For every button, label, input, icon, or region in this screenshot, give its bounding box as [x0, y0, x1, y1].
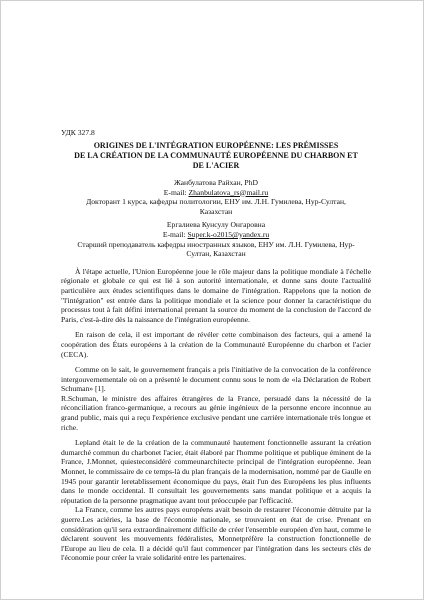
author-1	[61, 178, 371, 216]
author-2-country: Султан, Казахстан	[186, 249, 246, 259]
author-2-email-line	[61, 230, 371, 240]
author-2	[61, 220, 371, 258]
udk-code: УДК 327.8	[61, 128, 95, 137]
title-line-3: DE L'ACIER	[192, 161, 240, 170]
body-paragraph-1: À l'étape actuelle, l'Union Européenne joue le rôle majeur dans la politique mondiale à l'échelle régionale et globale ce qui est lié à son autorité internationale, et donne sans doute l'actualité particulière aux études scientifiques dans le domaine de l'intégration. Rappelons que la notion de "l'intégration" est entrée dans la politique mondiale et la science pour donner la caractéristique du processus tout à fait défini international prenant la source du moment de la conclusion de l'accord de Paris, c'est-à-dire dès la naissance de l'intégration européenne.	[61, 266, 371, 324]
author-2-affiliation: Старший преподаватель кафедры иностранных языков, ЕНУ им. Л.Н. Гумилева, Нур-	[77, 239, 355, 249]
author-1-email-line	[61, 188, 371, 198]
article-title	[61, 141, 371, 171]
title-line-1: ORIGINES DE L'INTÉGRATION EUROPÉENNE: LES PRÉMISSES	[93, 141, 339, 150]
author-1-name: Жанбулатова Райхан, PhD	[174, 178, 258, 187]
body-paragraph-4: R.Schuman, le ministre des affaires étrangères de la France, persuadé dans la nécessité de la réconciliation franco-germanique, a recours au génie ingénieux de la personne encore inconnue au grand public, mais qui a reçu l'expérience exclusive pendant une carrière internationale très longue et riche.	[61, 393, 371, 432]
title-line-2: DE LA CRÉATION DE LA COMMUNAUTÉ EUROPÉENNE DU CHARBON ET	[74, 151, 358, 160]
authors-section	[61, 178, 371, 259]
author-1-email-label: E-mail:	[163, 187, 189, 197]
body-paragraph-6: La France, comme les autres pays européens avait besoin de restaurer l'économie détruite par la guerre.Les aciéries, la base de l'économie nationale, se trouvaient en état de crise. Prenant en considération qu'il sera extraordinairement difficile de créer l'ensemble européen d'en haut, comme le déclarent souvent les mouvements fédéralistes, Monnetpréfère la construction fonctionnelle de l'Europe au lieu de cela. Il a décidé qu'il faut commencer par l'intégration dans les secteurs clés de l'économie pour créer la vraie solidarité entre les partenaires.	[61, 505, 371, 563]
body-paragraph-3: Comme on le sait, le gouvernement français a pris l'initiative de la convocation de la conférence intergouvernementale où on a présenté le document connu sous le nom de «la Déclaration de Robert Schuman» [1].	[61, 365, 371, 394]
author-2-email-label: E-mail:	[162, 229, 188, 239]
body-paragraph-5: Lepland était le de la création de la communauté hautement fonctionnelle assurant la création dumarché commun du charbonet l'acier, était élaboré par l'homme politique et publique éminent de la France, J.Monnet, quiesteconsidéré commeunarchitecte principal de l'intégration européenne. Jean Monnet, le commissaire de ce temps-là du plan français de la modernisation, nommé par de Gaulle en 1945 pour garantir leretablissement économique du pays, était l'un des Européens les plus influents dans le monde occidental. Il consultait les gouvernements sans mandat politique et a acquis la réputation de la personne pragmatique avant tout préoccupée par l'efficacité.	[61, 438, 371, 505]
author-1-country: Казахстан	[199, 206, 233, 216]
author-2-email-link[interactable]: Super.k-o2015@yandex.ru	[187, 229, 270, 239]
author-1-affiliation: Докторант 1 курса, кафедры политологии, ЕНУ им. Л.Н. Гумилева, Нур-Султан,	[86, 197, 346, 207]
author-2-name: Ергалиева Кунсулу Онгаровна	[166, 220, 266, 230]
article-body	[61, 267, 371, 563]
body-paragraph-2: En raison de cela, il est important de révéler cette combinaison des facteurs, qui a amené la coopération des États européens à la création de la Communauté Européenne du charbon et l'acier (CECA).	[61, 330, 371, 359]
author-1-email-link[interactable]: Zhanbulatova_rs@mail.ru	[188, 187, 269, 197]
